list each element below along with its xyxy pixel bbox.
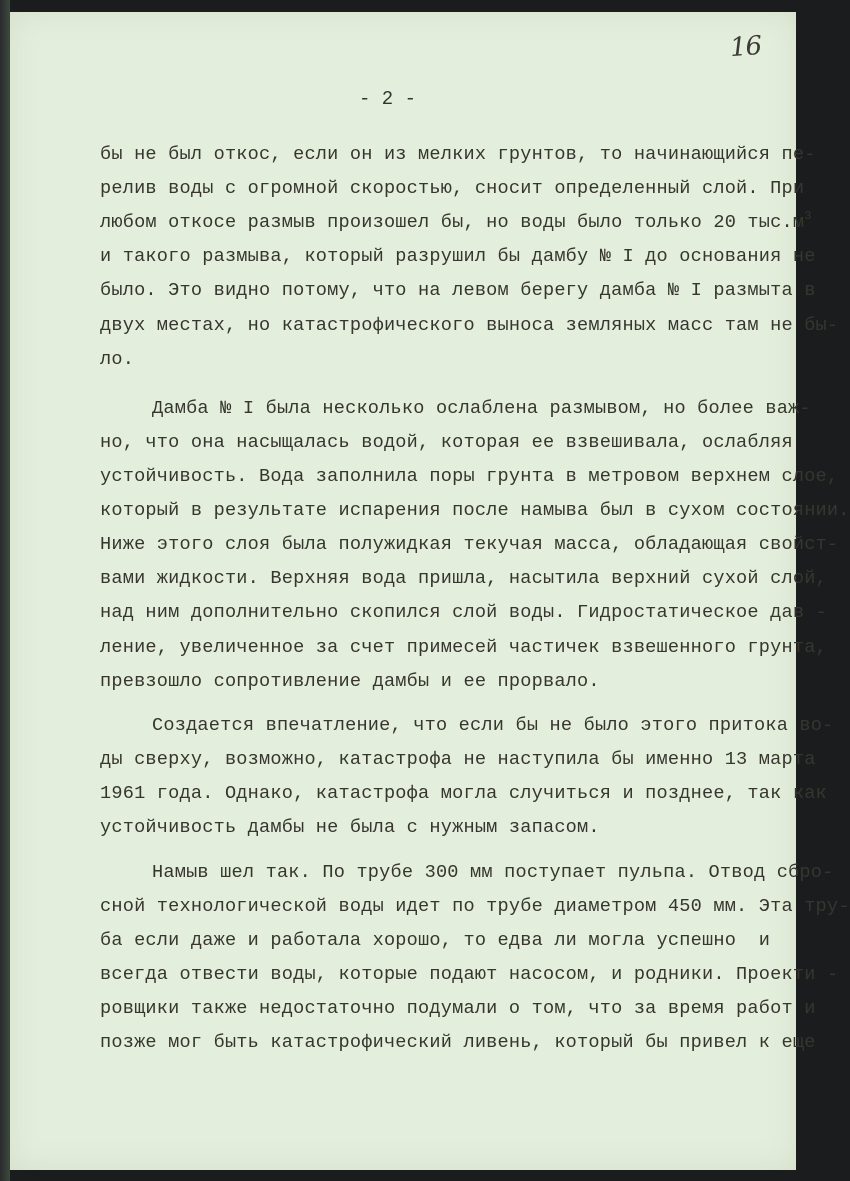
text-line [100,211,812,235]
text-line [100,1031,816,1055]
text-line-content: превзошло сопротивление дамбы и ее прорвало. [100,671,600,692]
text-line [100,601,827,625]
text-line-content: бы не был откос, если он из мелких грунтов, то начинающийся пе- [100,144,816,165]
text-line-content: было. Это видно потому, что на левом берегу дамба № I размыта в [100,280,816,301]
text-line-content: устойчивость. Вода заполнила поры грунта в метровом верхнем слое, [100,466,839,487]
text-line [152,861,833,885]
text-line-content: Ниже этого слоя была полужидкая текучая масса, обладающая свойст- [100,534,839,555]
text-line-content: ление, увеличенное за счет примесей частичек взвешенного грунта, [100,637,827,658]
text-line [100,533,838,557]
text-line-content: который в результате испарения после намыва был в сухом состоянии. [100,500,850,521]
handwritten-sheet-number: 16 [728,30,763,64]
text-line-content: ровщики также недостаточно подумали о том, что за время работ и [100,998,816,1019]
binding-edge [0,0,10,1181]
text-line-content: любом откосе размыв произошел бы, но воды было только 20 тыс.м [100,212,805,233]
text-line [152,397,811,421]
text-line-content: Дамба № I была несколько ослаблена размывом, но более важ- [152,398,811,419]
page-number: - 2 - [358,88,416,110]
text-line-content: вами жидкости. Верхняя вода пришла, насытила верхний сухой слой, [100,568,827,589]
text-line [100,465,838,489]
text-line [100,143,816,167]
text-line-content: всегда отвести воды, которые подают насосом, и родники. Проекти - [100,964,839,985]
text-line [100,816,600,840]
text-line [100,963,838,987]
text-line-content: ба если даже и работала хорошо, то едва ли могла успешно и [100,930,771,951]
text-line [100,245,816,269]
text-line-content: двух местах, но катастрофического выноса земляных масс там не бы- [100,315,839,336]
text-line-content: ло. [100,349,135,370]
text-line-content: сной технологической воды идет по трубе диаметром 450 мм. Эта тру- [100,896,850,917]
superscript: 3 [804,209,812,223]
text-line-content: Намыв шел так. По трубе 300 мм поступает пульпа. Отвод сбро- [152,862,834,883]
text-line [100,314,838,338]
text-line [100,431,793,455]
text-line [100,929,770,953]
text-line [100,279,816,303]
text-line [100,782,827,806]
text-line-content: но, что она насыщалась водой, которая ее взвешивала, ослабляя [100,432,793,453]
text-line [152,714,833,738]
text-line [100,748,816,772]
text-line-content: устойчивость дамбы не была с нужным запасом. [100,817,600,838]
text-line [100,670,600,694]
text-line-content: позже мог быть катастрофический ливень, который бы привел к еще [100,1032,816,1053]
text-line [100,499,850,523]
text-line-content: Создается впечатление, что если бы не было этого притока во- [152,715,834,736]
text-line [100,177,804,201]
text-line-content: ды сверху, возможно, катастрофа не наступила бы именно 13 марта [100,749,816,770]
text-line [100,895,850,919]
text-line-content: релив воды с огромной скоростью, сносит определенный слой. При [100,178,805,199]
text-line [100,348,134,372]
text-line [100,636,827,660]
text-line-content: над ним дополнительно скопился слой воды. Гидростатическое дав - [100,602,827,623]
text-line-content: 1961 года. Однако, катастрофа могла случиться и позднее, так как [100,783,827,804]
text-line [100,997,816,1021]
text-line [100,567,827,591]
text-line-content: и такого размыва, который разрушил бы дамбу № I до основания не [100,246,816,267]
